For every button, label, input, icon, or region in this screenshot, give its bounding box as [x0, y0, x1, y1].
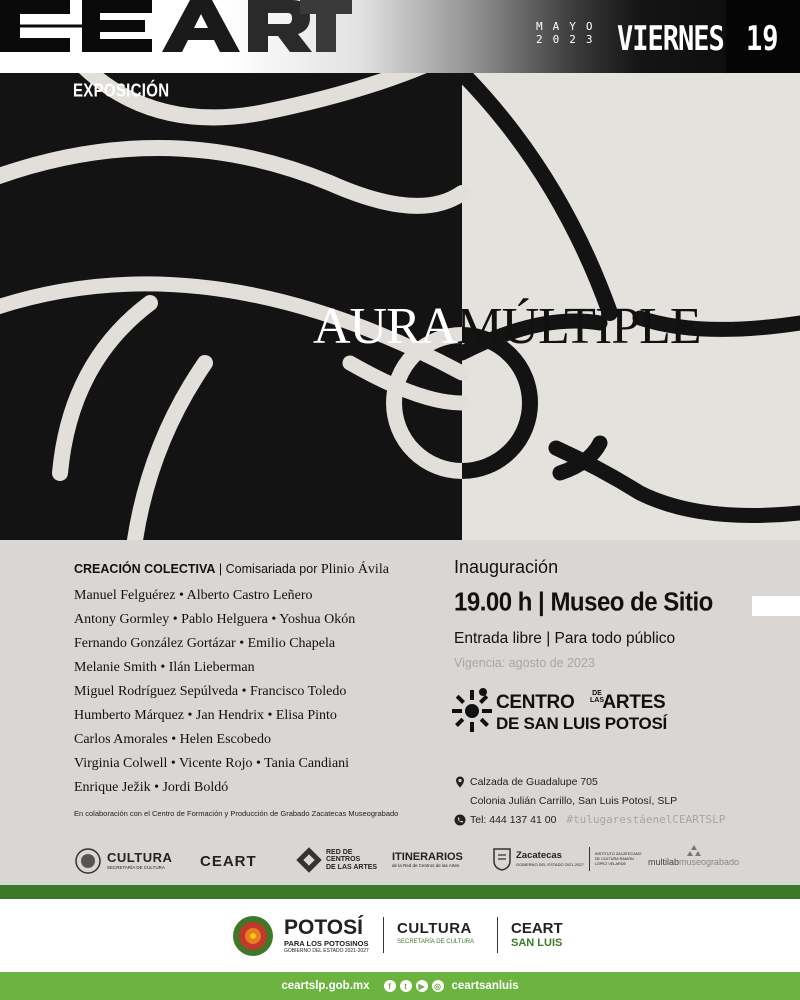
- exhibition-title: [313, 297, 701, 356]
- itinerarios-sub: de la Red de Centros de las Artes: [392, 863, 460, 868]
- month-letters: [536, 20, 616, 33]
- address-city: Colonia Julián Carrillo, San Luis Potosí, SLP: [470, 794, 678, 807]
- footer-logos: [0, 899, 800, 972]
- ceart-logo: [0, 0, 352, 52]
- credits-heading: [74, 562, 444, 578]
- venue-name-line1: [496, 692, 665, 714]
- logo-multilab: [648, 845, 739, 867]
- header-month: MAYO: [536, 20, 603, 33]
- ceart-small-logo: CEART: [200, 853, 257, 870]
- multilab-triangle-icon: [687, 845, 701, 857]
- header: [0, 0, 800, 73]
- artist-line: Humberto Márquez • Jan Hendrix • Elisa Pinto: [74, 708, 337, 723]
- artist-line: Fernando González Gortázar • Emilio Chapela: [74, 636, 336, 651]
- social-icons: [384, 980, 444, 992]
- category-label: EXPOSICIÓN: [73, 81, 170, 102]
- museograbado-text: museograbado: [679, 857, 740, 867]
- artist-line: Melanie Smith • Ilán Lieberman: [74, 660, 255, 675]
- artist-line: Miguel Rodríguez Sepúlveda • Francisco Toledo: [74, 684, 347, 699]
- potosi-sub1: PARA LOS POTOSINOS: [284, 939, 369, 948]
- footer-cultura-sub: SECRETARÍA DE CULTURA: [397, 939, 475, 945]
- website-link[interactable]: ceartslp.gob.mx: [281, 980, 370, 992]
- potosi-logo: [284, 917, 369, 954]
- credits-separator: |: [218, 562, 223, 576]
- social-handle[interactable]: ceartsanluis: [451, 980, 519, 992]
- red-centros-icon: [296, 847, 322, 873]
- logo-zacatecas: [492, 847, 645, 871]
- decorative-bar: [752, 596, 800, 616]
- venue-name-line2: DE SAN LUIS POTOSÍ: [496, 714, 667, 733]
- zacatecas-text: Zacatecas: [516, 850, 562, 862]
- address-street: Calzada de Guadalupe 705: [470, 775, 598, 788]
- artist-line: Carlos Amorales • Helen Escobedo: [74, 732, 271, 747]
- phone-number: Tel: 444 137 41 00: [470, 813, 557, 826]
- info-panel: [0, 540, 800, 885]
- address-line: [454, 791, 725, 810]
- zacatecas-shield-icon: [492, 847, 512, 871]
- title-part2: MÚLTIPLE: [456, 298, 701, 355]
- red-line3: DE LAS ARTES: [326, 863, 378, 871]
- potosi-emblem-icon: [228, 913, 278, 959]
- credits-curated-label: Comisariada por: [225, 562, 318, 576]
- footer-ceart-logo: [511, 921, 563, 949]
- green-band: [0, 885, 800, 899]
- header-weekday: VIERNES: [617, 20, 724, 59]
- footer-cultura-logo: [397, 921, 474, 945]
- logo-cultura: [74, 847, 172, 875]
- phone-line: [454, 810, 725, 829]
- facebook-icon[interactable]: f: [384, 980, 396, 992]
- credits: [74, 562, 444, 800]
- mexico-seal-icon: [74, 847, 102, 875]
- multilab-text: multilab: [648, 857, 680, 867]
- logo-itinerarios: [392, 851, 463, 868]
- footer-ceart-text: CEART: [511, 920, 563, 937]
- red-line1: RED DE: [326, 848, 353, 856]
- footer-divider: [383, 917, 384, 953]
- artist-line: Manuel Felguérez • Alberto Castro Leñero: [74, 588, 313, 603]
- potosi-text: POTOSÍ: [284, 916, 363, 939]
- location-pin-icon: [454, 776, 466, 788]
- artist-line: Antony Gormley • Pablo Helguera • Yoshua Okón: [74, 612, 356, 627]
- zacatecas-sub: GOBIERNO DEL ESTADO 2021-2027: [516, 861, 584, 867]
- artist-line: Enrique Ježik • Jordi Boldó: [74, 780, 229, 795]
- twitter-icon[interactable]: t: [400, 980, 412, 992]
- red-line2: CENTROS: [326, 856, 361, 864]
- itinerarios-text: ITINERARIOS: [392, 851, 463, 863]
- collaboration-note: En colaboración con el Centro de Formación y Producción de Grabado Zacatecas Museograbado: [74, 809, 399, 818]
- hashtag: #tulugarestáenelCEARTSLP: [566, 813, 726, 826]
- instituto-text: INSTITUTO ZACATECANO DE CULTURA RAMÓN LÓPEZ VELARDE: [594, 851, 642, 866]
- venue-de-las: DE LAS: [590, 690, 604, 704]
- logo-red-centros: [296, 847, 377, 873]
- venue-artes: ARTES: [602, 692, 666, 713]
- artwork-image: [0, 73, 800, 540]
- footer-ceart-sub: SAN LUIS: [511, 937, 563, 949]
- header-month-year: [536, 20, 616, 60]
- youtube-icon[interactable]: ▶: [416, 980, 428, 992]
- credits-curator: Plinio Ávila: [320, 562, 389, 577]
- potosi-sub2: GOBIERNO DEL ESTADO 2021-2027: [284, 947, 369, 954]
- entry-info: Entrada libre | Para todo público: [454, 630, 676, 647]
- address-line: [454, 772, 725, 791]
- footer-cultura-text: CULTURA: [397, 920, 472, 937]
- venue-centro: CENTRO: [496, 692, 575, 713]
- venue-address: [454, 772, 725, 829]
- title-part1: AURA: [313, 298, 457, 355]
- cultura-sub: SECRETARÍA DE CULTURA: [107, 865, 165, 871]
- footer-bar: [0, 972, 800, 1000]
- partner-logos: [0, 843, 800, 885]
- footer-divider: [497, 917, 498, 953]
- validity-date: Vigencia: agosto de 2023: [454, 656, 595, 670]
- header-day: 19: [746, 20, 779, 59]
- logo-ceart: [200, 853, 257, 870]
- phone-icon: [454, 814, 466, 826]
- instagram-icon[interactable]: ◎: [432, 980, 444, 992]
- header-year: 2023: [536, 33, 603, 46]
- inauguration-label: Inauguración: [454, 557, 559, 577]
- artist-line: Virginia Colwell • Vicente Rojo • Tania Candiani: [74, 756, 350, 771]
- year-digits: [536, 33, 616, 46]
- cultura-text: CULTURA: [107, 850, 173, 866]
- credits-collective: CREACIÓN COLECTIVA: [74, 562, 216, 576]
- inauguration-time-place: 19.00 h | Museo de Sitio: [454, 588, 713, 618]
- artist-list: [74, 584, 444, 800]
